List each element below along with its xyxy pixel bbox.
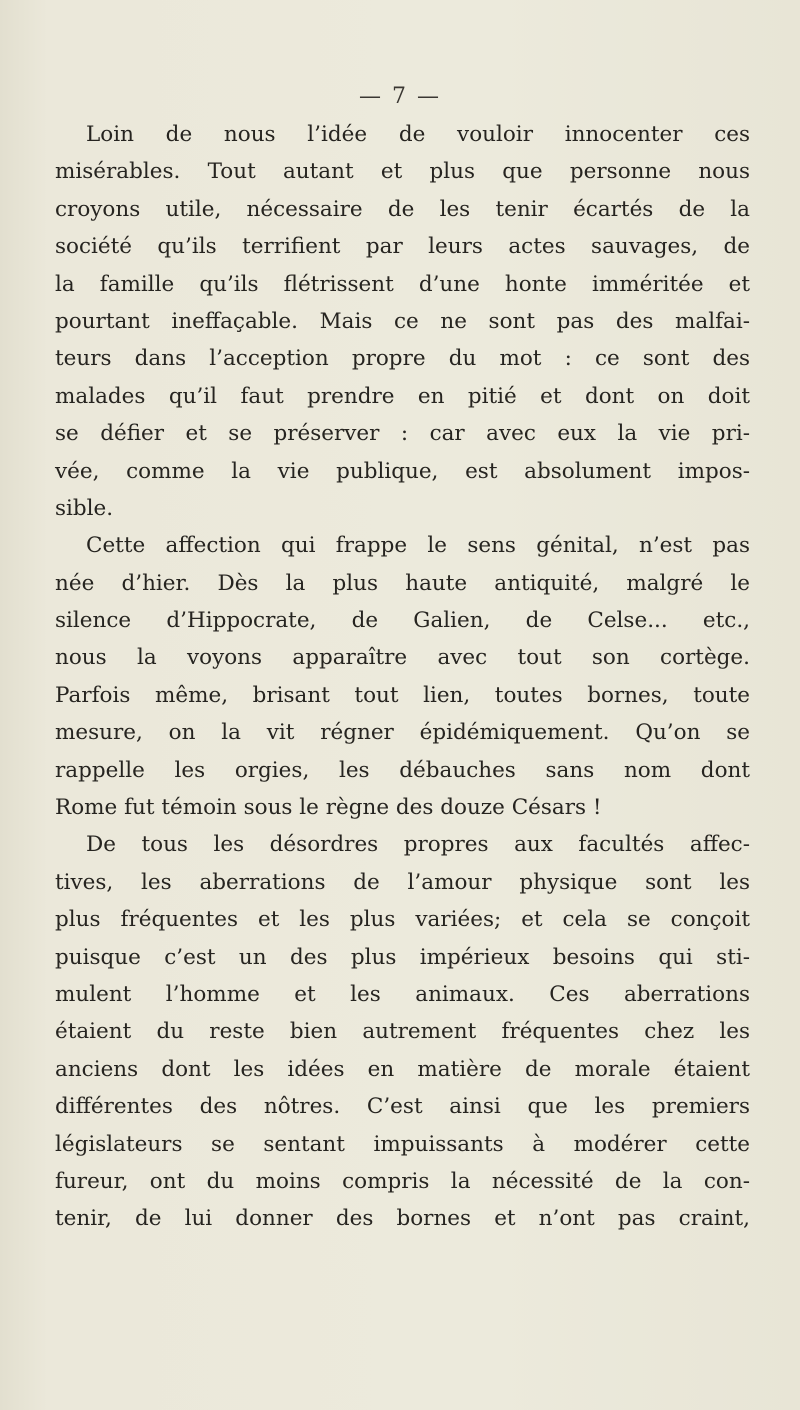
text-line: née d’hier. Dès la plus haute antiquité, malgré le [55, 570, 750, 596]
text-line: tives, les aberrations de l’amour physique sont les [55, 869, 750, 895]
text-line: misérables. Tout autant et plus que personne nous [55, 159, 750, 185]
text-line: législateurs se sentant impuissants à modérer cette [55, 1131, 750, 1157]
text-line: plus fréquentes et les plus variées; et cela se conçoit [55, 907, 750, 933]
text-line: se défier et se préserver : car avec eux la vie pri- [55, 421, 750, 447]
text-line: tenir, de lui donner des bornes et n’ont pas craint, [55, 1206, 750, 1232]
text-line: croyons utile, nécessaire de les tenir écartés de la [55, 196, 750, 222]
page-number: — 7 — [359, 84, 441, 109]
text-line: mulent l’homme et les animaux. Ces aberrations [55, 981, 750, 1007]
text-line: mesure, on la vit régner épidémiquement. Qu’on se [55, 720, 750, 746]
text-line: étaient du reste bien autrement fréquentes chez les [55, 1019, 750, 1045]
text-line: différentes des nôtres. C’est ainsi que les premiers [55, 1094, 750, 1120]
text-line: Parfois même, brisant tout lien, toutes bornes, toute [55, 682, 750, 708]
text-line: De tous les désordres propres aux facultés affec- [86, 832, 750, 858]
text-line: rappelle les orgies, les débauches sans nom dont [55, 757, 750, 783]
text-line: Rome fut témoin sous le règne des douze Césars ! [55, 795, 602, 821]
text-line: société qu’ils terrifient par leurs actes sauvages, de [55, 234, 750, 260]
text-line: anciens dont les idées en matière de morale étaient [55, 1056, 750, 1082]
text-line: vée, comme la vie publique, est absolument impos- [55, 458, 750, 484]
text-line: nous la voyons apparaître avec tout son cortège. [55, 645, 750, 671]
text-line: teurs dans l’acception propre du mot : ce sont des [55, 346, 750, 372]
text-line: malades qu’il faut prendre en pitié et dont on doit [55, 383, 750, 409]
text-line: puisque c’est un des plus impérieux besoins qui sti- [55, 944, 750, 970]
text-line: silence d’Hippocrate, de Galien, de Celse... etc., [55, 608, 750, 634]
body-text [55, 116, 750, 1238]
text-line: fureur, ont du moins compris la nécessité de la con- [55, 1168, 750, 1194]
text-line: pourtant ineffaçable. Mais ce ne sont pas des malfai- [55, 308, 750, 334]
text-line: Loin de nous l’idée de vouloir innocenter ces [86, 122, 750, 147]
text-line: sible. [55, 495, 114, 521]
text-line: la famille qu’ils flétrissent d’une honte imméritée et [55, 271, 750, 297]
text-line: Cette affection qui frappe le sens génital, n’est pas [86, 533, 750, 559]
